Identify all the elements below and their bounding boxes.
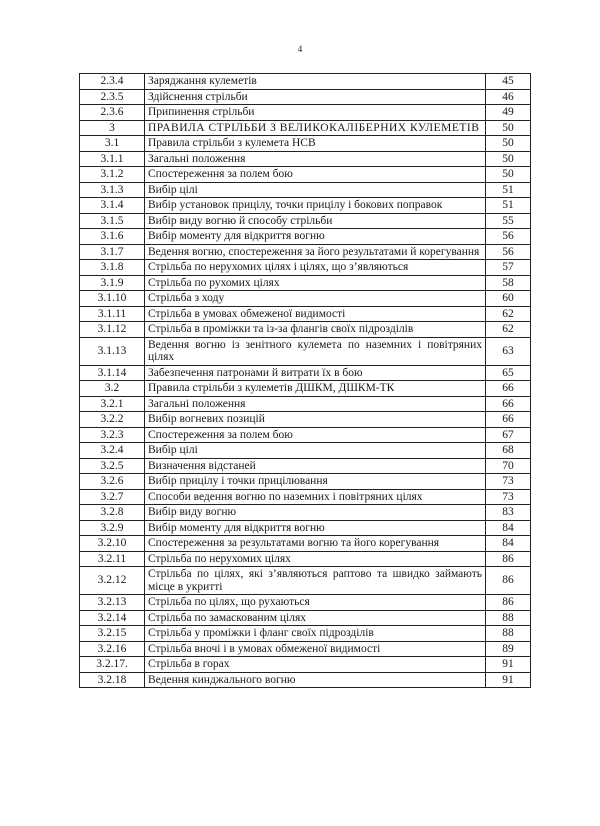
section-title: Стрільба по цілях, що рухаються — [145, 595, 486, 611]
section-number: 3.2.16 — [80, 641, 145, 657]
section-number: 3.1.4 — [80, 198, 145, 214]
section-number: 3.2.7 — [80, 489, 145, 505]
section-title: Ведення кинджального вогню — [145, 672, 486, 688]
table-row — [80, 229, 531, 245]
section-page: 60 — [486, 291, 531, 307]
table-row — [80, 595, 531, 611]
section-title: Загальні положення — [145, 151, 486, 167]
table-row — [80, 489, 531, 505]
section-title: Забезпечення патронами й витрати їх в бою — [145, 365, 486, 381]
section-page: 86 — [486, 551, 531, 567]
table-row — [80, 365, 531, 381]
section-number: 3.2.3 — [80, 427, 145, 443]
section-number: 3.2.14 — [80, 610, 145, 626]
table-row — [80, 412, 531, 428]
section-page: 88 — [486, 626, 531, 642]
table-row — [80, 182, 531, 198]
section-page: 89 — [486, 641, 531, 657]
section-title: Заряджання кулеметів — [145, 74, 486, 90]
table-row — [80, 244, 531, 260]
section-title: Стрільба по нерухомих цілях і цілях, що з’являються — [145, 260, 486, 276]
section-title: ПРАВИЛА СТРІЛЬБИ З ВЕЛИКОКАЛІБЕРНИХ КУЛЕМЕТІВ — [145, 120, 486, 136]
section-number: 3 — [80, 120, 145, 136]
table-row — [80, 275, 531, 291]
section-page: 45 — [486, 74, 531, 90]
table-row — [80, 291, 531, 307]
table-row — [80, 626, 531, 642]
table-row — [80, 89, 531, 105]
table-row — [80, 167, 531, 183]
section-title: Спостереження за полем бою — [145, 167, 486, 183]
table-row — [80, 427, 531, 443]
table-row — [80, 520, 531, 536]
section-number: 3.1.3 — [80, 182, 145, 198]
section-number: 3.2.13 — [80, 595, 145, 611]
section-page: 63 — [486, 337, 531, 365]
section-number: 2.3.6 — [80, 105, 145, 121]
section-number: 3.1 — [80, 136, 145, 152]
table-row — [80, 120, 531, 136]
table-row — [80, 505, 531, 521]
section-number: 3.2.1 — [80, 396, 145, 412]
section-title: Стрільба в умовах обмеженої видимості — [145, 306, 486, 322]
section-page: 66 — [486, 396, 531, 412]
section-title: Способи ведення вогню по наземних і повітряних цілях — [145, 489, 486, 505]
section-page: 58 — [486, 275, 531, 291]
section-page: 46 — [486, 89, 531, 105]
table-row — [80, 213, 531, 229]
table-row — [80, 551, 531, 567]
section-page: 73 — [486, 489, 531, 505]
section-page: 57 — [486, 260, 531, 276]
section-page: 62 — [486, 322, 531, 338]
table-row — [80, 136, 531, 152]
section-number: 3.1.5 — [80, 213, 145, 229]
table-row — [80, 198, 531, 214]
section-title: Вибір виду вогню — [145, 505, 486, 521]
section-number: 2.3.4 — [80, 74, 145, 90]
section-title: Стрільба по нерухомих цілях — [145, 551, 486, 567]
section-page: 51 — [486, 182, 531, 198]
table-row — [80, 474, 531, 490]
section-page: 51 — [486, 198, 531, 214]
section-title: Спостереження за полем бою — [145, 427, 486, 443]
table-row — [80, 443, 531, 459]
table-row — [80, 536, 531, 552]
section-page: 62 — [486, 306, 531, 322]
section-title: Стрільба вночі і в умовах обмеженої видимості — [145, 641, 486, 657]
table-row — [80, 641, 531, 657]
section-page: 56 — [486, 229, 531, 245]
section-title: Вибір цілі — [145, 443, 486, 459]
section-page: 66 — [486, 412, 531, 428]
section-number: 3.2.18 — [80, 672, 145, 688]
toc-body — [80, 74, 531, 688]
section-number: 3.1.14 — [80, 365, 145, 381]
table-row — [80, 306, 531, 322]
section-number: 3.1.13 — [80, 337, 145, 365]
section-page: 49 — [486, 105, 531, 121]
section-title: Правила стрільби з кулеметів ДШКМ, ДШКМ-ТК — [145, 381, 486, 397]
section-number: 3.1.9 — [80, 275, 145, 291]
section-page: 56 — [486, 244, 531, 260]
table-row — [80, 381, 531, 397]
section-number: 3.1.12 — [80, 322, 145, 338]
section-title: Припинення стрільби — [145, 105, 486, 121]
table-row — [80, 105, 531, 121]
section-number: 3.2 — [80, 381, 145, 397]
section-title: Вибір прицілу і точки прицілювання — [145, 474, 486, 490]
table-row — [80, 337, 531, 365]
section-page: 50 — [486, 120, 531, 136]
section-title: Вибір виду вогню й способу стрільби — [145, 213, 486, 229]
section-number: 3.2.9 — [80, 520, 145, 536]
section-page: 86 — [486, 595, 531, 611]
section-page: 50 — [486, 136, 531, 152]
section-number: 3.2.12 — [80, 567, 145, 595]
table-row — [80, 567, 531, 595]
section-page: 65 — [486, 365, 531, 381]
section-title: Стрільба у проміжки і фланг своїх підрозділів — [145, 626, 486, 642]
section-number: 3.2.6 — [80, 474, 145, 490]
section-title: Вибір моменту для відкриття вогню — [145, 229, 486, 245]
section-page: 91 — [486, 657, 531, 673]
section-title: Стрільба по цілях, які з’являються раптово та швидко займають місце в укритті — [145, 567, 486, 595]
section-page: 91 — [486, 672, 531, 688]
section-number: 3.2.8 — [80, 505, 145, 521]
section-title: Здійснення стрільби — [145, 89, 486, 105]
table-row — [80, 322, 531, 338]
section-title: Ведення вогню, спостереження за його результатами й корегування — [145, 244, 486, 260]
section-number: 3.1.1 — [80, 151, 145, 167]
section-page: 55 — [486, 213, 531, 229]
section-title: Стрільба по замаскованим цілях — [145, 610, 486, 626]
section-title: Спостереження за результатами вогню та його корегування — [145, 536, 486, 552]
section-number: 3.1.2 — [80, 167, 145, 183]
section-title: Вибір цілі — [145, 182, 486, 198]
section-number: 2.3.5 — [80, 89, 145, 105]
section-number: 3.2.15 — [80, 626, 145, 642]
section-page: 66 — [486, 381, 531, 397]
section-title: Ведення вогню із зенітного кулемета по наземних і повітряних цілях — [145, 337, 486, 365]
section-page: 73 — [486, 474, 531, 490]
table-row — [80, 458, 531, 474]
section-number: 3.2.17. — [80, 657, 145, 673]
section-page: 67 — [486, 427, 531, 443]
section-number: 3.2.10 — [80, 536, 145, 552]
section-page: 84 — [486, 520, 531, 536]
table-row — [80, 610, 531, 626]
table-row — [80, 672, 531, 688]
table-row — [80, 260, 531, 276]
section-number: 3.1.10 — [80, 291, 145, 307]
section-title: Стрільба в проміжки та із-за флангів своїх підрозділів — [145, 322, 486, 338]
section-page: 68 — [486, 443, 531, 459]
section-title: Стрільба в горах — [145, 657, 486, 673]
section-title: Стрільба по рухомих цілях — [145, 275, 486, 291]
section-title: Стрільба з ходу — [145, 291, 486, 307]
table-row — [80, 396, 531, 412]
page-number: 4 — [297, 44, 303, 54]
section-page: 83 — [486, 505, 531, 521]
section-title: Вибір моменту для відкриття вогню — [145, 520, 486, 536]
section-number: 3.1.11 — [80, 306, 145, 322]
section-page: 84 — [486, 536, 531, 552]
section-page: 88 — [486, 610, 531, 626]
section-page: 50 — [486, 167, 531, 183]
section-title: Визначення відстаней — [145, 458, 486, 474]
section-number: 3.2.4 — [80, 443, 145, 459]
section-number: 3.2.11 — [80, 551, 145, 567]
section-title: Вибір установок прицілу, точки прицілу і бокових поправок — [145, 198, 486, 214]
section-title: Вибір вогневих позицій — [145, 412, 486, 428]
table-of-contents — [79, 73, 531, 688]
table-row — [80, 151, 531, 167]
section-number: 3.1.7 — [80, 244, 145, 260]
table-row — [80, 657, 531, 673]
table-row — [80, 74, 531, 90]
section-number: 3.2.2 — [80, 412, 145, 428]
section-page: 86 — [486, 567, 531, 595]
section-number: 3.2.5 — [80, 458, 145, 474]
section-number: 3.1.6 — [80, 229, 145, 245]
section-title: Правила стрільби з кулемета НСВ — [145, 136, 486, 152]
section-number: 3.1.8 — [80, 260, 145, 276]
section-page: 50 — [486, 151, 531, 167]
section-title: Загальні положення — [145, 396, 486, 412]
section-page: 70 — [486, 458, 531, 474]
